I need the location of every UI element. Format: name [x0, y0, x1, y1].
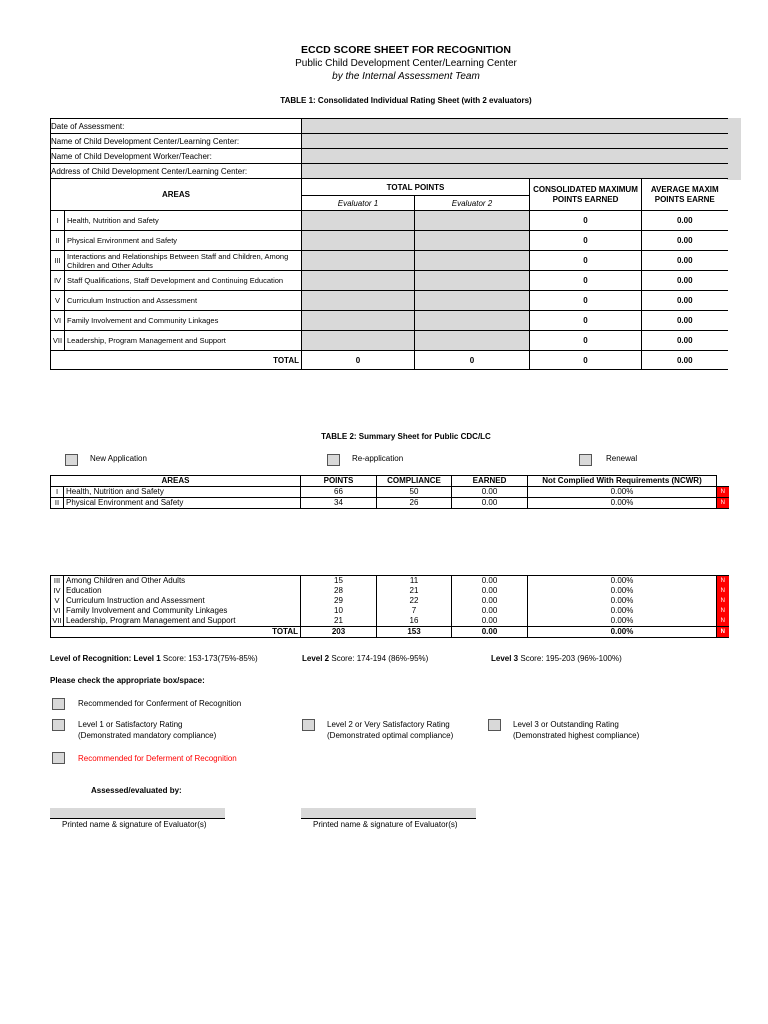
table1-row — [51, 251, 728, 271]
summary-row-number: II — [51, 498, 64, 509]
summary-row-area: Among Children and Other Adults — [64, 576, 301, 587]
row-consolidated: 0 — [530, 231, 642, 251]
table1-row — [51, 291, 728, 311]
deferment-checkbox[interactable] — [52, 752, 65, 764]
evaluator2-score-input[interactable] — [415, 331, 530, 351]
summary-row-compliance: 21 — [377, 586, 452, 596]
table1-row — [51, 211, 728, 231]
row-consolidated: 0 — [530, 211, 642, 231]
summary-total-ncwr: 0.00% — [528, 627, 717, 638]
summary-compliance-header: COMPLIANCE — [377, 476, 452, 487]
renewal-checkbox[interactable] — [579, 454, 592, 466]
total-points-header: TOTAL POINTS — [302, 179, 530, 196]
summary-earned-header: EARNED — [452, 476, 528, 487]
level2-rating-desc: (Demonstrated optimal compliance) — [327, 731, 454, 740]
row-area: Curriculum Instruction and Assessment — [65, 291, 302, 311]
evaluator1-score-input[interactable] — [302, 271, 415, 291]
summary-row — [51, 596, 729, 606]
table1-total-consolidated: 0 — [530, 351, 642, 370]
row-average: 0.00 — [642, 251, 728, 271]
summary-row-ncwr: 0.00% — [528, 498, 717, 509]
row-consolidated: 0 — [530, 331, 642, 351]
level1-info — [50, 654, 258, 663]
evaluator1-score-input[interactable] — [302, 311, 415, 331]
page-subtitle: Public Child Development Center/Learning Center — [295, 58, 517, 69]
level3-rating-desc: (Demonstrated highest compliance) — [513, 731, 640, 740]
table1-total-eval2: 0 — [415, 351, 530, 370]
row-number: V — [51, 291, 65, 311]
summary-row-compliance: 11 — [377, 576, 452, 587]
deferment-label: Recommended for Deferment of Recognition — [78, 754, 237, 763]
summary-row-points: 34 — [301, 498, 377, 509]
summary-row-points: 29 — [301, 596, 377, 606]
row-consolidated: 0 — [530, 311, 642, 331]
level3-score: Score: 195-203 (96%-100%) — [520, 654, 622, 663]
evaluator1-header: Evaluator 1 — [302, 196, 415, 211]
row-number: VI — [51, 311, 65, 331]
summary-row-flag: N — [717, 586, 729, 596]
summary-row-earned: 0.00 — [452, 498, 528, 509]
summary-row-points: 28 — [301, 586, 377, 596]
page-title: ECCD SCORE SHEET FOR RECOGNITION — [300, 44, 511, 56]
table1-total-average: 0.00 — [642, 351, 728, 370]
evaluator1-score-input[interactable] — [302, 291, 415, 311]
row-area: Family Involvement and Community Linkages — [65, 311, 302, 331]
summary-row-area: Health, Nutrition and Safety — [64, 487, 301, 498]
summary-row-compliance: 7 — [377, 606, 452, 616]
summary-row-compliance: 22 — [377, 596, 452, 606]
summary-points-header: POINTS — [301, 476, 377, 487]
table1-caption: TABLE 1: Consolidated Individual Rating Sheet (with 2 evaluators) — [280, 96, 532, 105]
summary-row-area: Curriculum Instruction and Assessment — [64, 596, 301, 606]
summary-row-earned: 0.00 — [452, 616, 528, 627]
summary-row-earned: 0.00 — [452, 487, 528, 498]
new-application-checkbox[interactable] — [65, 454, 78, 466]
level1-rating-desc: (Demonstrated mandatory compliance) — [78, 731, 217, 740]
consolidated-header: CONSOLIDATED MAXIMUM POINTS EARNED — [530, 179, 642, 211]
evaluator1-score-input[interactable] — [302, 331, 415, 351]
summary-total-points: 203 — [301, 627, 377, 638]
summary-total-compliance: 153 — [377, 627, 452, 638]
row-number: VII — [51, 331, 65, 351]
level1-score: Score: 153-173(75%-85%) — [162, 654, 258, 663]
summary-row-points: 15 — [301, 576, 377, 587]
row-number: I — [51, 211, 65, 231]
summary-row-ncwr: 0.00% — [528, 616, 717, 627]
evaluator1-signature-field[interactable] — [50, 808, 225, 819]
level2-score: Score: 174-194 (86%-95%) — [331, 654, 429, 663]
check-instruction: Please check the appropriate box/space: — [50, 676, 205, 685]
level1-rating-label: Level 1 or Satisfactory Rating — [78, 720, 183, 729]
row-average: 0.00 — [642, 211, 728, 231]
evaluator2-score-input[interactable] — [415, 311, 530, 331]
evaluator2-score-input[interactable] — [415, 231, 530, 251]
address-label: Address of Child Development Center/Learning Center: — [51, 164, 302, 179]
summary-row-flag: N — [717, 487, 729, 498]
row-area: Interactions and Relationships Between Staff and Children, Among Children and Other Adults — [65, 251, 302, 271]
summary-row-flag: N — [717, 498, 729, 509]
summary-row-compliance: 50 — [377, 487, 452, 498]
level1-label: Level of Recognition: Level 1 — [50, 654, 161, 663]
level2-rating-label: Level 2 or Very Satisfactory Rating — [327, 720, 450, 729]
summary-row-earned: 0.00 — [452, 576, 528, 587]
summary-row-number: I — [51, 487, 64, 498]
evaluator2-header: Evaluator 2 — [415, 196, 530, 211]
areas-header: AREAS — [51, 179, 302, 211]
table1-row — [51, 271, 728, 291]
re-application-label: Re-application — [352, 454, 404, 463]
worker-name-input[interactable] — [302, 149, 728, 164]
summary-row-ncwr: 0.00% — [528, 487, 717, 498]
summary-row — [51, 586, 729, 596]
summary-areas-header: AREAS — [51, 476, 301, 487]
row-number: III — [51, 251, 65, 271]
summary-row-number: III — [51, 576, 64, 587]
summary-row-points: 66 — [301, 487, 377, 498]
row-area: Leadership, Program Management and Support — [65, 331, 302, 351]
row-consolidated: 0 — [530, 291, 642, 311]
evaluator2-score-input[interactable] — [415, 271, 530, 291]
consolidated-rating-table — [50, 118, 728, 370]
table1-shade — [727, 118, 741, 180]
level2-checkbox[interactable] — [302, 719, 315, 731]
evaluator1-score-input[interactable] — [302, 211, 415, 231]
level2-info — [302, 654, 428, 663]
summary-row — [51, 498, 729, 509]
summary-row-number: V — [51, 596, 64, 606]
summary-row-points: 10 — [301, 606, 377, 616]
summary-row-area: Leadership, Program Management and Support — [64, 616, 301, 627]
summary-total-earned: 0.00 — [452, 627, 528, 638]
page-subtitle-team: by the Internal Assessment Team — [332, 71, 480, 82]
level1-checkbox[interactable] — [52, 719, 65, 731]
summary-row-compliance: 26 — [377, 498, 452, 509]
summary-row-compliance: 16 — [377, 616, 452, 627]
new-application-label: New Application — [90, 454, 147, 463]
evaluator1-signature-label: Printed name & signature of Evaluator(s) — [62, 820, 207, 829]
center-name-label: Name of Child Development Center/Learning Center: — [51, 134, 302, 149]
evaluator2-score-input[interactable] — [415, 211, 530, 231]
summary-row-earned: 0.00 — [452, 596, 528, 606]
summary-total-label: TOTAL — [51, 627, 301, 638]
level3-rating-label: Level 3 or Outstanding Rating — [513, 720, 619, 729]
summary-ncwr-header: Not Complied With Requirements (NCWR) — [528, 476, 717, 487]
level3-label: Level 3 — [491, 654, 519, 663]
table1-total-eval1: 0 — [302, 351, 415, 370]
level3-info — [491, 654, 622, 663]
summary-row-area: Education — [64, 586, 301, 596]
assessed-by-label: Assessed/evaluated by: — [91, 786, 182, 795]
center-name-input[interactable] — [302, 134, 728, 149]
summary-row — [51, 487, 729, 498]
summary-row-area: Family Involvement and Community Linkages — [64, 606, 301, 616]
summary-row-number: VII — [52, 616, 62, 625]
table1-total-label: TOTAL — [51, 351, 302, 370]
evaluator2-score-input[interactable] — [415, 251, 530, 271]
summary-row-points: 21 — [301, 616, 377, 627]
summary-row-flag: N — [717, 596, 729, 606]
row-number: IV — [51, 271, 65, 291]
address-input[interactable] — [302, 164, 728, 179]
row-average: 0.00 — [642, 291, 728, 311]
date-input[interactable] — [302, 119, 728, 134]
worker-name-label: Name of Child Development Worker/Teacher: — [51, 149, 302, 164]
date-label: Date of Assessment: — [51, 119, 302, 134]
average-header: AVERAGE MAXIM POINTS EARNE — [642, 179, 728, 211]
evaluator1-score-input[interactable] — [302, 231, 415, 251]
summary-row-flag: N — [717, 576, 729, 587]
row-average: 0.00 — [642, 231, 728, 251]
evaluator2-score-input[interactable] — [415, 291, 530, 311]
summary-table-bottom — [50, 575, 729, 638]
summary-row-ncwr: 0.00% — [528, 606, 717, 616]
row-area: Physical Environment and Safety — [65, 231, 302, 251]
summary-row-earned: 0.00 — [452, 606, 528, 616]
summary-row-ncwr: 0.00% — [528, 576, 717, 587]
evaluator2-signature-label: Printed name & signature of Evaluator(s) — [313, 820, 458, 829]
row-area: Health, Nutrition and Safety — [65, 211, 302, 231]
level3-checkbox[interactable] — [488, 719, 501, 731]
conferment-label: Recommended for Conferment of Recognition — [78, 699, 242, 708]
summary-row-number: IV — [51, 586, 64, 596]
table1-row — [51, 231, 728, 251]
conferment-checkbox[interactable] — [52, 698, 65, 710]
evaluator2-signature-field[interactable] — [301, 808, 476, 819]
table1-row — [51, 331, 728, 351]
evaluator1-score-input[interactable] — [302, 251, 415, 271]
summary-row — [51, 576, 729, 587]
summary-row-flag: N — [717, 616, 729, 627]
row-average: 0.00 — [642, 311, 728, 331]
row-consolidated: 0 — [530, 271, 642, 291]
summary-row-ncwr: 0.00% — [528, 596, 717, 606]
summary-total-flag: N — [717, 627, 729, 638]
table1-row — [51, 311, 728, 331]
row-average: 0.00 — [642, 271, 728, 291]
re-application-checkbox[interactable] — [327, 454, 340, 466]
summary-row-area: Physical Environment and Safety — [64, 498, 301, 509]
summary-row-flag: N — [717, 606, 729, 616]
summary-row-ncwr: 0.00% — [528, 586, 717, 596]
table2-caption: TABLE 2: Summary Sheet for Public CDC/LC — [321, 432, 491, 441]
summary-row-number: VI — [51, 606, 64, 616]
level2-label: Level 2 — [302, 654, 330, 663]
renewal-label: Renewal — [606, 454, 638, 463]
row-consolidated: 0 — [530, 251, 642, 271]
row-number: II — [51, 231, 65, 251]
row-area: Staff Qualifications, Staff Development and Continuing Education — [65, 271, 302, 291]
summary-row — [51, 616, 729, 627]
summary-row — [51, 606, 729, 616]
row-average: 0.00 — [642, 331, 728, 351]
summary-table-top — [50, 475, 729, 509]
summary-row-earned: 0.00 — [452, 586, 528, 596]
